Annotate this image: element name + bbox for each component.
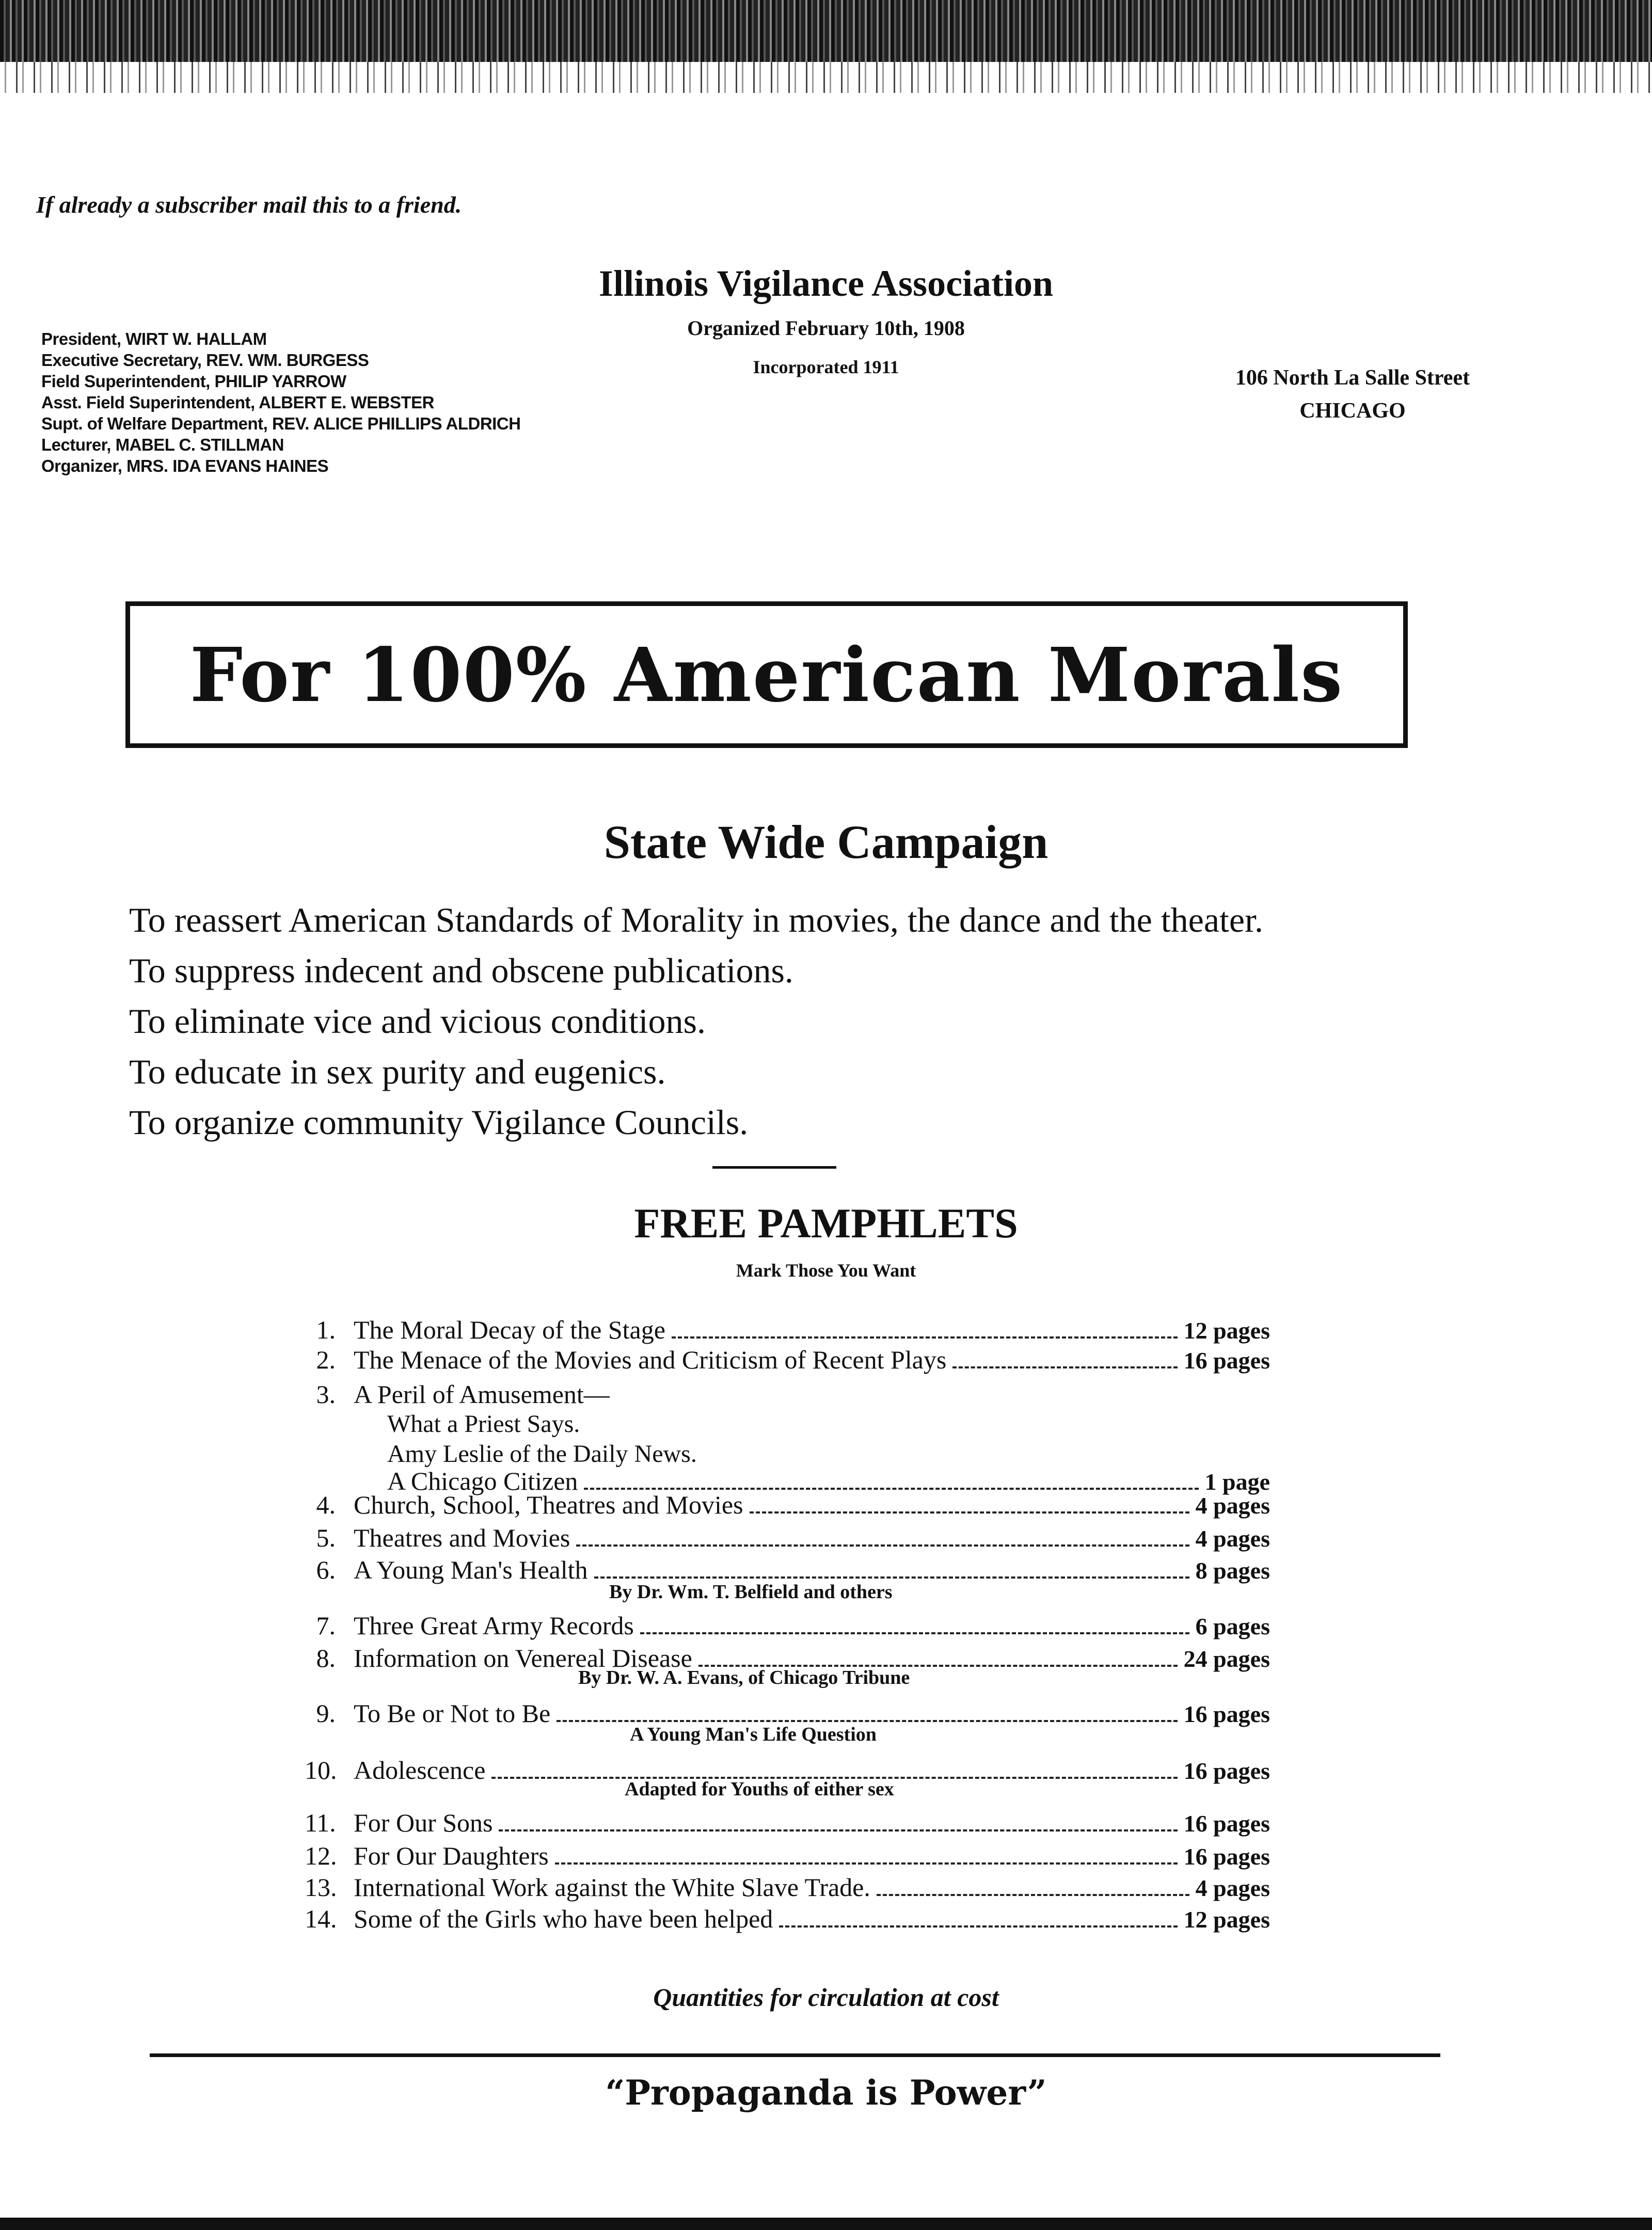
leader-dots xyxy=(555,1862,1178,1865)
pamphlet-subitem: Amy Leslie of the Daily News. xyxy=(387,1440,697,1468)
pamphlet-item-12[interactable] xyxy=(305,1841,1270,1873)
pamphlet-title: A Peril of Amusement— xyxy=(354,1380,610,1409)
goal-item: To organize community Vigilance Councils. xyxy=(129,1103,749,1142)
leader-dots xyxy=(877,1894,1189,1896)
leader-dots xyxy=(952,1366,1177,1368)
pamphlet-byline: By Dr. W. A. Evans, of Chicago Tribune xyxy=(578,1667,910,1689)
pamphlet-pages: 16 pages xyxy=(1183,1810,1270,1837)
pamphlet-title: For Our Daughters xyxy=(354,1841,549,1870)
pamphlet-title: The Moral Decay of the Stage xyxy=(354,1315,665,1344)
pamphlet-title: The Menace of the Movies and Criticism of Recent Plays xyxy=(354,1345,947,1374)
leader-dots xyxy=(594,1576,1189,1579)
pamphlet-number: 8. xyxy=(316,1644,336,1672)
officer-welfare-superintendent: Supt. of Welfare Department, REV. ALICE PHILLIPS ALDRICH xyxy=(41,414,521,433)
address-street: 106 North La Salle Street xyxy=(1235,366,1470,390)
pamphlet-pages: 1 page xyxy=(1204,1469,1270,1495)
pamphlet-pages: 24 pages xyxy=(1183,1646,1270,1672)
scan-border-bottom xyxy=(0,2218,1652,2230)
scan-border-top xyxy=(0,0,1652,93)
goal-item: To reassert American Standards of Morality in movies, the dance and the theater. xyxy=(129,900,1263,939)
pamphlet-pages: 12 pages xyxy=(1183,1317,1270,1344)
pamphlet-pages: 16 pages xyxy=(1183,1843,1270,1870)
pamphlet-number: 12. xyxy=(305,1841,337,1870)
pamphlet-subitem: A Chicago Citizen xyxy=(387,1467,578,1495)
pamphlet-subitem: What a Priest Says. xyxy=(387,1410,580,1438)
officer-executive-secretary: Executive Secretary, REV. WM. BURGESS xyxy=(41,351,369,370)
pamphlet-item-2[interactable] xyxy=(305,1345,1270,1377)
pamphlet-item-3[interactable] xyxy=(305,1379,1270,1411)
pamphlet-number: 14. xyxy=(305,1904,337,1933)
pamphlet-pages: 8 pages xyxy=(1195,1557,1270,1584)
pamphlet-number: 5. xyxy=(316,1523,336,1552)
pamphlet-title: For Our Sons xyxy=(354,1808,493,1837)
pamphlet-item-5[interactable] xyxy=(305,1523,1270,1555)
pamphlet-pages: 6 pages xyxy=(1195,1613,1270,1639)
officer-field-superintendent: Field Superintendent, PHILIP YARROW xyxy=(41,372,346,391)
pamphlets-subtitle: Mark Those You Want xyxy=(736,1260,916,1281)
pamphlet-title: To Be or Not to Be xyxy=(354,1699,551,1728)
officer-asst-field-superintendent: Asst. Field Superintendent, ALBERT E. WEBSTER xyxy=(41,393,434,412)
pamphlet-title: Information on Venereal Disease xyxy=(354,1644,692,1672)
address-block xyxy=(1172,361,1533,427)
goal-item: To eliminate vice and vicious conditions. xyxy=(129,1001,706,1041)
pamphlet-pages: 12 pages xyxy=(1183,1906,1270,1933)
pamphlet-item-11[interactable] xyxy=(305,1808,1270,1840)
pamphlet-number: 3. xyxy=(316,1380,336,1409)
pamphlet-number: 10. xyxy=(305,1756,337,1785)
pamphlet-pages: 16 pages xyxy=(1183,1758,1270,1784)
pamphlet-title: Church, School, Theatres and Movies xyxy=(354,1490,743,1519)
pamphlet-item-7[interactable] xyxy=(305,1611,1270,1643)
pamphlet-title: International Work against the White Slave Trade. xyxy=(354,1873,870,1902)
pamphlet-pages: 16 pages xyxy=(1183,1347,1270,1374)
pamphlet-byline: Adapted for Youths of either sex xyxy=(625,1778,894,1800)
organized-date: Organized February 10th, 1908 xyxy=(687,316,965,340)
pamphlet-pages: 4 pages xyxy=(1195,1492,1270,1519)
pamphlet-number: 13. xyxy=(305,1873,337,1902)
pamphlet-pages: 16 pages xyxy=(1183,1701,1270,1727)
pamphlet-title: Adolescence xyxy=(354,1756,486,1785)
section-divider xyxy=(712,1166,836,1169)
pamphlet-title: Some of the Girls who have been helped xyxy=(354,1904,773,1933)
pamphlet-title: Three Great Army Records xyxy=(354,1611,634,1640)
pamphlet-number: 6. xyxy=(316,1555,336,1584)
pamphlet-title: Theatres and Movies xyxy=(354,1523,570,1552)
campaign-goals xyxy=(129,895,1263,1148)
footer-rule xyxy=(150,2053,1440,2057)
leader-dots xyxy=(640,1632,1189,1634)
pamphlet-item-4[interactable] xyxy=(305,1490,1270,1522)
subscriber-note: If already a subscriber mail this to a friend. xyxy=(36,192,462,218)
leader-dots xyxy=(672,1336,1178,1339)
pamphlet-byline: A Young Man's Life Question xyxy=(630,1724,877,1745)
pamphlet-byline: By Dr. Wm. T. Belfield and others xyxy=(609,1581,893,1603)
address-city: CHICAGO xyxy=(1299,399,1406,423)
headline-box xyxy=(125,601,1408,748)
organization-name: Illinois Vigilance Association xyxy=(598,263,1054,304)
headline: For 100% American Morals xyxy=(189,631,1344,719)
leader-dots xyxy=(557,1720,1177,1722)
pamphlet-item-13[interactable] xyxy=(305,1872,1270,1904)
leader-dots xyxy=(779,1925,1177,1928)
pamphlet-pages: 4 pages xyxy=(1195,1525,1270,1552)
officers-list xyxy=(41,328,521,476)
officer-president: President, WIRT W. HALLAM xyxy=(41,329,267,348)
officer-organizer: Organizer, MRS. IDA EVANS HAINES xyxy=(41,456,329,475)
officer-lecturer: Lecturer, MABEL C. STILLMAN xyxy=(41,435,284,454)
quantities-note: Quantities for circulation at cost xyxy=(653,1983,999,2012)
pamphlet-number: 11. xyxy=(305,1808,336,1837)
pamphlet-number: 7. xyxy=(316,1611,336,1640)
pamphlet-title: A Young Man's Health xyxy=(354,1555,588,1584)
pamphlets-title: FREE PAMPHLETS xyxy=(634,1200,1018,1247)
campaign-title: State Wide Campaign xyxy=(603,816,1049,868)
pamphlet-number: 4. xyxy=(316,1490,336,1519)
leader-dots xyxy=(499,1829,1177,1831)
pamphlet-number: 2. xyxy=(316,1345,336,1374)
incorporated-date: Incorporated 1911 xyxy=(753,357,899,377)
pamphlet-item-14[interactable] xyxy=(305,1904,1270,1936)
pamphlet-3-subitems xyxy=(387,1409,697,1469)
pamphlet-pages: 4 pages xyxy=(1195,1875,1270,1901)
leader-dots xyxy=(750,1511,1189,1514)
pamphlet-number: 1. xyxy=(316,1315,336,1344)
pamphlet-item-1[interactable] xyxy=(305,1315,1270,1347)
pamphlet-number: 9. xyxy=(316,1699,336,1728)
goal-item: To educate in sex purity and eugenics. xyxy=(129,1052,666,1091)
leader-dots xyxy=(576,1544,1189,1547)
goal-item: To suppress indecent and obscene publications. xyxy=(129,951,793,990)
motto: “Propaganda is Power” xyxy=(605,2073,1047,2113)
